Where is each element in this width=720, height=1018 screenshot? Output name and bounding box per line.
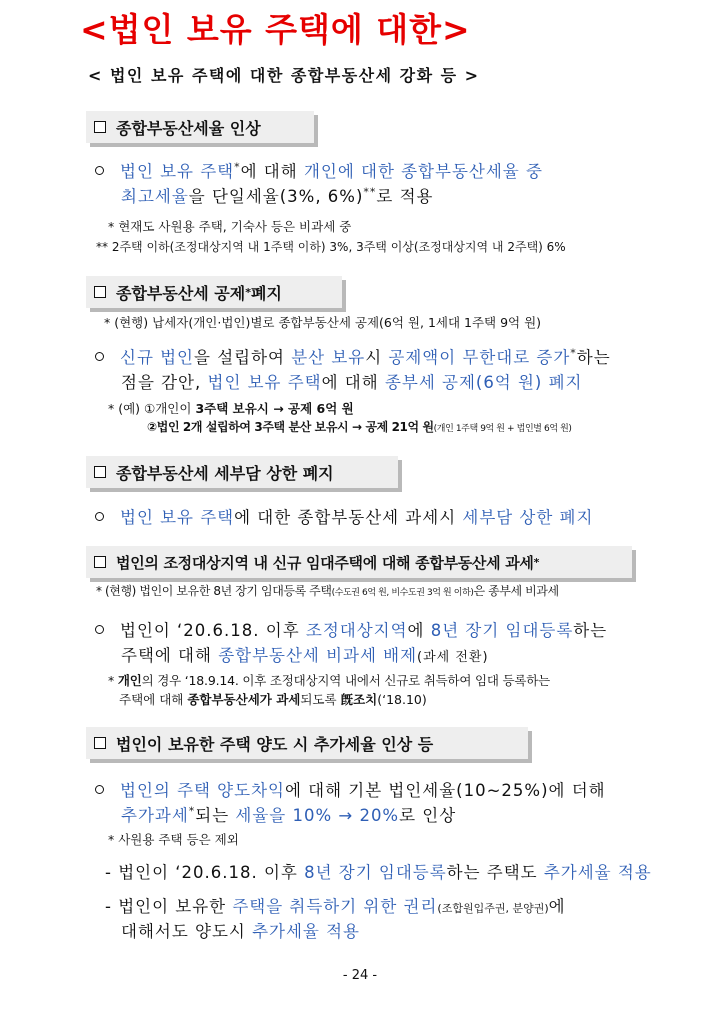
section-2-note-current: * (현행) 납세자(개인·법인)별로 종합부동산세 공제(6억 원, 1세대 1주택 9억 원) <box>104 315 542 330</box>
section-1-note-2: ** 2주택 이하(조정대상지역 내 1주택 이하) 3%, 3주택 이상(조정대상지역 내 2주택) 6% <box>96 240 566 254</box>
section-heading-1 <box>86 111 314 143</box>
checkbox-icon <box>94 556 106 568</box>
section-heading-4: 법인의 조정대상지역 내 신규 임대주택에 대해 종합부동산세 과세 * <box>86 546 632 578</box>
section-heading-3: 종합부동산세 세부담 상한 폐지 <box>86 456 398 488</box>
circle-bullet-icon <box>95 352 104 361</box>
section-4-note-current: * (현행) 법인이 보유한 8년 장기 임대등록 주택(수도권 6억 원, 비수도권 3억 원 이하)은 종부세 비과세 <box>96 584 559 598</box>
section-5-dash-1: - 법인이 ‘20.6.18. 이후 8년 장기 임대등록하는 주택도 추가세율 적용 <box>105 863 652 882</box>
checkbox-icon <box>94 121 106 133</box>
section-heading-2: 종합부동산세 공제 * 폐지 <box>86 276 342 308</box>
section-1-item-line-1: 법인 보유 주택*에 대해 개인에 대한 종합부동산세율 중 <box>95 158 543 182</box>
page-title: <법인 보유 주택에 대한> <box>80 10 471 49</box>
circle-bullet-icon <box>95 512 104 521</box>
section-5-dash-2-line-2: 대해서도 양도시 추가세율 적용 <box>121 922 360 941</box>
section-2-example-2: ②법인 2개 설립하여 3주택 분산 보유시 → 공제 21억 원(개인 1주택 9억 원 + 법인별 6억 원) <box>147 420 572 434</box>
section-2-item-line-2: 점을 감안, 법인 보유 주택에 대해 종부세 공제(6억 원) 폐지 <box>121 373 583 392</box>
section-1-item-line-2: 최고세율을 단일세율(3%, 6%)**로 적용 <box>121 185 434 206</box>
circle-bullet-icon <box>95 625 104 634</box>
page-subtitle: < 법인 보유 주택에 대한 종합부동산세 강화 등 > <box>88 66 480 85</box>
circle-bullet-icon <box>95 166 104 175</box>
circle-bullet-icon <box>95 785 104 794</box>
page-number: - 24 - <box>342 968 378 983</box>
section-1-note-1: * 현재도 사원용 주택, 기숙사 등은 비과세 중 <box>108 219 352 234</box>
section-heading-5: 법인이 보유한 주택 양도 시 추가세율 인상 등 <box>86 727 528 759</box>
section-4-item-line-2: 주택에 대해 종합부동산세 비과세 배제(과세 전환) <box>121 646 489 665</box>
section-2-example-1: * (예) ①개인이 3주택 보유시 → 공제 6억 원 <box>108 401 354 416</box>
section-4-item-line-1: 법인이 ‘20.6.18. 이후 조정대상지역에 8년 장기 임대등록하는 <box>95 617 607 641</box>
section-5-note: * 사원용 주택 등은 제외 <box>108 832 239 847</box>
section-5-item-line-1: 법인의 주택 양도차익에 대해 기본 법인세율(10~25%)에 더해 <box>95 777 606 801</box>
section-5-item-line-2: 추가과세*되는 세율을 10% → 20%로 인상 <box>121 804 457 825</box>
checkbox-icon <box>94 466 106 478</box>
section-heading-1-text: 종합부동산세율 인상 <box>116 118 261 138</box>
section-4-note-line-1: * 개인의 경우 ‘18.9.14. 이후 조정대상지역 내에서 신규로 취득하여 임대 등록하는 <box>108 673 551 688</box>
section-5-dash-2-line-1: - 법인이 보유한 주택을 취득하기 위한 권리(조합원입주권, 분양권)에 <box>105 897 566 916</box>
section-3-item: 법인 보유 주택에 대한 종합부동산세 과세시 세부담 상한 폐지 <box>95 504 593 528</box>
section-4-note-line-2: 주택에 대해 종합부동산세가 과세되도록 旣조치(‘18.10) <box>119 692 427 707</box>
checkbox-icon <box>94 286 106 298</box>
checkbox-icon <box>94 737 106 749</box>
section-2-item-line-1: 신규 법인을 설립하여 분산 보유시 공제액이 무한대로 증가*하는 <box>95 344 611 368</box>
